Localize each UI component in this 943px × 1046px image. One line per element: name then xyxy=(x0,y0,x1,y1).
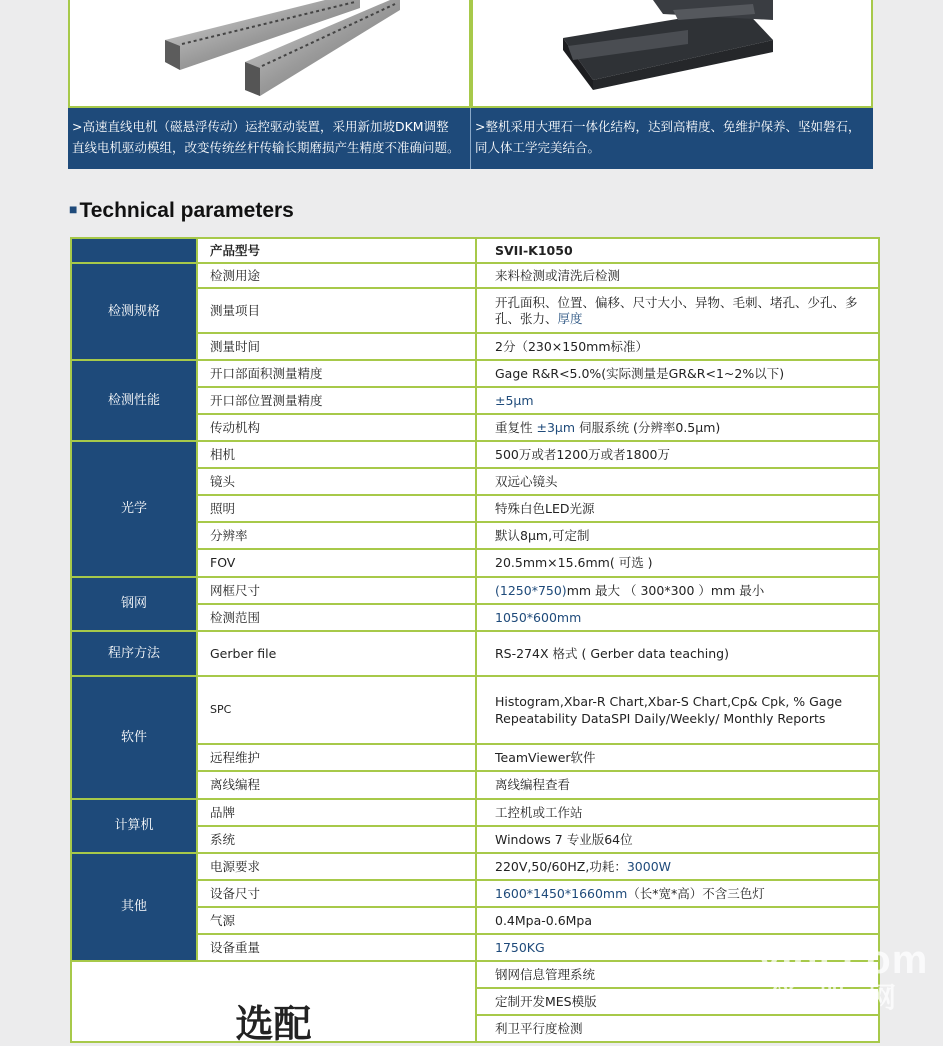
param-value-tail: （长*宽*高）不含三色灯 xyxy=(627,885,765,901)
table-row xyxy=(71,676,879,744)
category-cell: 计算机 xyxy=(71,799,197,853)
linear-motor-photo xyxy=(68,0,471,108)
param-label: 镜头 xyxy=(197,468,476,495)
param-label: 气源 xyxy=(197,907,476,934)
param-value: 离线编程查看 xyxy=(476,771,879,799)
param-value: 重复性 xyxy=(495,419,537,435)
header-label: 产品型号 xyxy=(197,238,476,263)
param-value: 1750KG xyxy=(476,934,879,961)
optional-title: 选配 xyxy=(235,1002,312,1046)
param-value: Gage R&R<5.0%(实际测量是GR&R<1~2%以下) xyxy=(476,360,879,387)
param-label: 设备尺寸 xyxy=(197,880,476,907)
param-label: FOV xyxy=(197,549,476,577)
header-value: SVII-K1050 xyxy=(476,238,879,263)
param-value-cell xyxy=(476,853,879,880)
watermark-line1: yiqi.com xyxy=(758,938,929,982)
watermark-logo xyxy=(758,938,928,1014)
table-row xyxy=(71,631,879,676)
linear-motor-caption: >高速直线电机（磁悬浮传动）运控驱动装置，采用新加坡DKM调整直线电机驱动模组，改变传统丝杆传输长期磨损产生精度不准确问题。 xyxy=(68,108,471,169)
param-label: 设备重量 xyxy=(197,934,476,961)
linear-motor-rails-image xyxy=(70,0,469,106)
param-value: 220V,50/60HZ,功耗： xyxy=(495,858,627,874)
product-feature-panel xyxy=(68,0,873,169)
param-label: 照明 xyxy=(197,495,476,522)
param-label: 品牌 xyxy=(197,799,476,826)
param-label: 测量项目 xyxy=(197,288,476,333)
category-cell: 软件 xyxy=(71,676,197,799)
category-cell: 检测性能 xyxy=(71,360,197,441)
param-value: 0.4Mpa-0.6Mpa xyxy=(476,907,879,934)
square-bullet-icon: ■ xyxy=(69,201,78,217)
param-value: ±5μm xyxy=(476,387,879,414)
param-value: Windows 7 专业版64位 xyxy=(476,826,879,853)
table-row xyxy=(71,577,879,604)
category-cell: 检测规格 xyxy=(71,263,197,360)
param-label: SPC xyxy=(197,676,476,744)
param-label: 网框尺寸 xyxy=(197,577,476,604)
param-value-tail: 伺服系统 (分辨率0.5μm) xyxy=(575,419,721,435)
param-label: 电源要求 xyxy=(197,853,476,880)
table-row xyxy=(71,799,879,826)
param-value: 来料检测或清洗后检测 xyxy=(476,263,879,288)
technical-parameters-table xyxy=(70,237,880,1046)
param-value: 1050*600mm xyxy=(476,604,879,631)
param-value: 特殊白色LED光源 xyxy=(476,495,879,522)
param-value-tail: mm 最大 （ 300*300 ）mm 最小 xyxy=(566,582,765,598)
optional-item: 利卫平行度检测 xyxy=(476,1015,879,1042)
param-label: 传动机构 xyxy=(197,414,476,441)
granite-platform-image xyxy=(473,0,871,106)
param-label: 相机 xyxy=(197,441,476,468)
param-value-cell xyxy=(476,880,879,907)
param-value-cell xyxy=(476,577,879,604)
param-value: TeamViewer软件 xyxy=(476,744,879,771)
table-header-row xyxy=(71,238,879,263)
param-value: RS-274X 格式 ( Gerber data teaching) xyxy=(476,631,879,676)
param-value: 500万或者1200万或者1800万 xyxy=(476,441,879,468)
optional-item: 钢网信息管理系统 xyxy=(476,961,879,988)
param-label: 开口部面积测量精度 xyxy=(197,360,476,387)
header-blank-cell xyxy=(71,238,197,263)
param-value: 工控机或工作站 xyxy=(476,799,879,826)
param-label: 离线编程 xyxy=(197,771,476,799)
param-value: 开孔面积、位置、偏移、尺寸大小、异物、毛刺、堵孔、少孔、多孔、张力、 xyxy=(495,294,858,326)
param-label: Gerber file xyxy=(197,631,476,676)
param-value-highlight: ±3μm xyxy=(536,419,576,435)
table-row xyxy=(71,360,879,387)
param-label: 远程维护 xyxy=(197,744,476,771)
param-value: 默认8μm,可定制 xyxy=(476,522,879,549)
param-label: 检测用途 xyxy=(197,263,476,288)
table-row xyxy=(71,263,879,288)
category-cell: 其他 xyxy=(71,853,197,961)
param-label: 系统 xyxy=(197,826,476,853)
param-label: 测量时间 xyxy=(197,333,476,360)
param-label: 分辨率 xyxy=(197,522,476,549)
param-value: 2分（230×150mm标准） xyxy=(476,333,879,360)
table-row xyxy=(71,441,879,468)
param-value-highlight: 3000W xyxy=(626,858,672,874)
section-title-text: Technical parameters xyxy=(79,199,294,222)
section-title xyxy=(69,199,294,223)
optional-category-cell xyxy=(71,961,476,1046)
optional-item: 定制开发MES模版 xyxy=(476,988,879,1015)
granite-platform-photo xyxy=(471,0,873,108)
category-cell: 程序方法 xyxy=(71,631,197,676)
param-value-cell xyxy=(476,288,879,333)
param-label: 开口部位置测量精度 xyxy=(197,387,476,414)
param-value: 20.5mm×15.6mm( 可选 ) xyxy=(476,549,879,577)
param-value: Histogram,Xbar-R Chart,Xbar-S Chart,Cp& Cpk, % Gage Repeatability DataSPI Daily/Weekly/ Monthly Reports xyxy=(476,676,879,744)
watermark-line2: 仪器网 xyxy=(768,982,919,1013)
param-value-cell xyxy=(476,414,879,441)
param-value-highlight: (1250*750) xyxy=(495,582,567,598)
param-value: 双远心镜头 xyxy=(476,468,879,495)
category-cell: 光学 xyxy=(71,441,197,577)
category-cell: 钢网 xyxy=(71,577,197,631)
granite-structure-caption: >整机采用大理石一体化结构，达到高精度、免维护保养、坚如磐石，同人体工学完美结合。 xyxy=(471,108,873,169)
param-value-highlight: 厚度 xyxy=(557,310,583,326)
table-row xyxy=(71,853,879,880)
param-label: 检测范围 xyxy=(197,604,476,631)
param-value-highlight: 1600*1450*1660mm xyxy=(495,885,628,901)
